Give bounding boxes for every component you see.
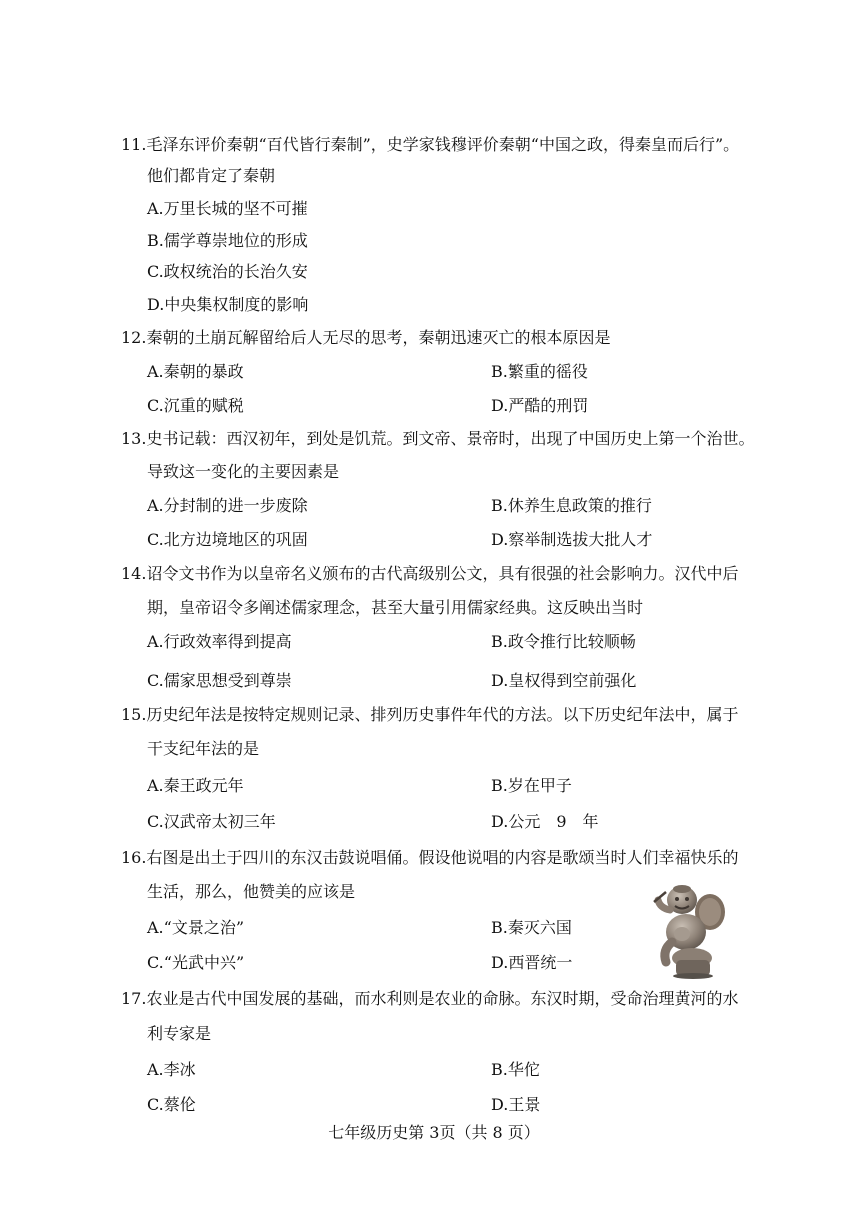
q15-option-a: A.秦王政元年 bbox=[147, 776, 244, 795]
drum-storyteller-figurine-icon bbox=[652, 880, 730, 980]
q16-option-b: B.秦灭六国 bbox=[491, 918, 572, 937]
q14-option-b: B.政令推行比较顺畅 bbox=[491, 632, 636, 651]
q13-stem-line2: 导致这一变化的主要因素是 bbox=[147, 462, 340, 481]
q17-stem-line2: 利专家是 bbox=[147, 1024, 212, 1043]
q12-option-a: A.秦朝的暴政 bbox=[147, 362, 244, 381]
q12-option-c: C.沉重的赋税 bbox=[147, 396, 244, 415]
q17-option-a: A.李冰 bbox=[147, 1060, 196, 1079]
q13-option-a: A.分封制的进一步废除 bbox=[147, 496, 308, 515]
q14-stem-line1: 14.诏令文书作为以皇帝名义颁布的古代高级别公文，具有很强的社会影响力。汉代中后 bbox=[121, 564, 739, 583]
q17-option-d: D.王景 bbox=[491, 1095, 541, 1114]
q13-option-d: D.察举制选拔大批人才 bbox=[491, 530, 653, 549]
q16-option-a: A.“文景之治” bbox=[147, 918, 245, 937]
q11-stem-line2: 他们都肯定了秦朝 bbox=[147, 166, 276, 185]
q11-option-c: C.政权统治的长治久安 bbox=[147, 262, 308, 281]
q11-stem-line1: 11.毛泽东评价秦朝“百代皆行秦制”，史学家钱穆评价秦朝“中国之政，得秦皇而后行”。 bbox=[121, 135, 740, 154]
q12-stem-line1: 12.秦朝的土崩瓦解留给后人无尽的思考，秦朝迅速灭亡的根本原因是 bbox=[121, 328, 611, 347]
q11-option-d: D.中央集权制度的影响 bbox=[147, 295, 309, 314]
q16-stem-line2: 生活，那么，他赞美的应该是 bbox=[147, 882, 356, 901]
q11-option-b: B.儒学尊崇地位的形成 bbox=[147, 231, 308, 250]
q14-option-c: C.儒家思想受到尊崇 bbox=[147, 671, 292, 690]
q14-option-d: D.皇权得到空前强化 bbox=[491, 671, 637, 690]
q15-option-d: D.公元 9 年 bbox=[491, 812, 599, 831]
q14-stem-line2: 期，皇帝诏令多阐述儒家理念，甚至大量引用儒家经典。这反映出当时 bbox=[147, 598, 644, 617]
q15-option-c: C.汉武帝太初三年 bbox=[147, 812, 276, 831]
q12-option-d: D.严酷的刑罚 bbox=[491, 396, 589, 415]
q16-option-d: D.西晋统一 bbox=[491, 953, 573, 972]
q17-stem-line1: 17.农业是古代中国发展的基础，而水利则是农业的命脉。东汉时期，受命治理黄河的水 bbox=[121, 989, 739, 1008]
q15-option-b: B.岁在甲子 bbox=[491, 776, 572, 795]
page-footer: 七年级历史第 3页（共 8 页） bbox=[328, 1123, 540, 1142]
q12-option-b: B.繁重的徭役 bbox=[491, 362, 588, 381]
q15-stem-line2: 干支纪年法的是 bbox=[147, 739, 260, 758]
q14-option-a: A.行政效率得到提高 bbox=[147, 632, 292, 651]
q11-option-a: A.万里长城的坚不可摧 bbox=[147, 199, 308, 218]
q15-stem-line1: 15.历史纪年法是按特定规则记录、排列历史事件年代的方法。以下历史纪年法中，属于 bbox=[121, 705, 739, 724]
q13-option-b: B.休养生息政策的推行 bbox=[491, 496, 652, 515]
q13-option-c: C.北方边境地区的巩固 bbox=[147, 530, 308, 549]
q13-stem-line1: 13.史书记载：西汉初年，到处是饥荒。到文帝、景帝时，出现了中国历史上第一个治世。 bbox=[121, 429, 755, 448]
q17-option-c: C.蔡伦 bbox=[147, 1095, 196, 1114]
q16-stem-line1: 16.右图是出土于四川的东汉击鼓说唱俑。假设他说唱的内容是歌颂当时人们幸福快乐的 bbox=[121, 848, 739, 867]
q16-option-c: C.“光武中兴” bbox=[147, 953, 245, 972]
q17-option-b: B.华佗 bbox=[491, 1060, 540, 1079]
